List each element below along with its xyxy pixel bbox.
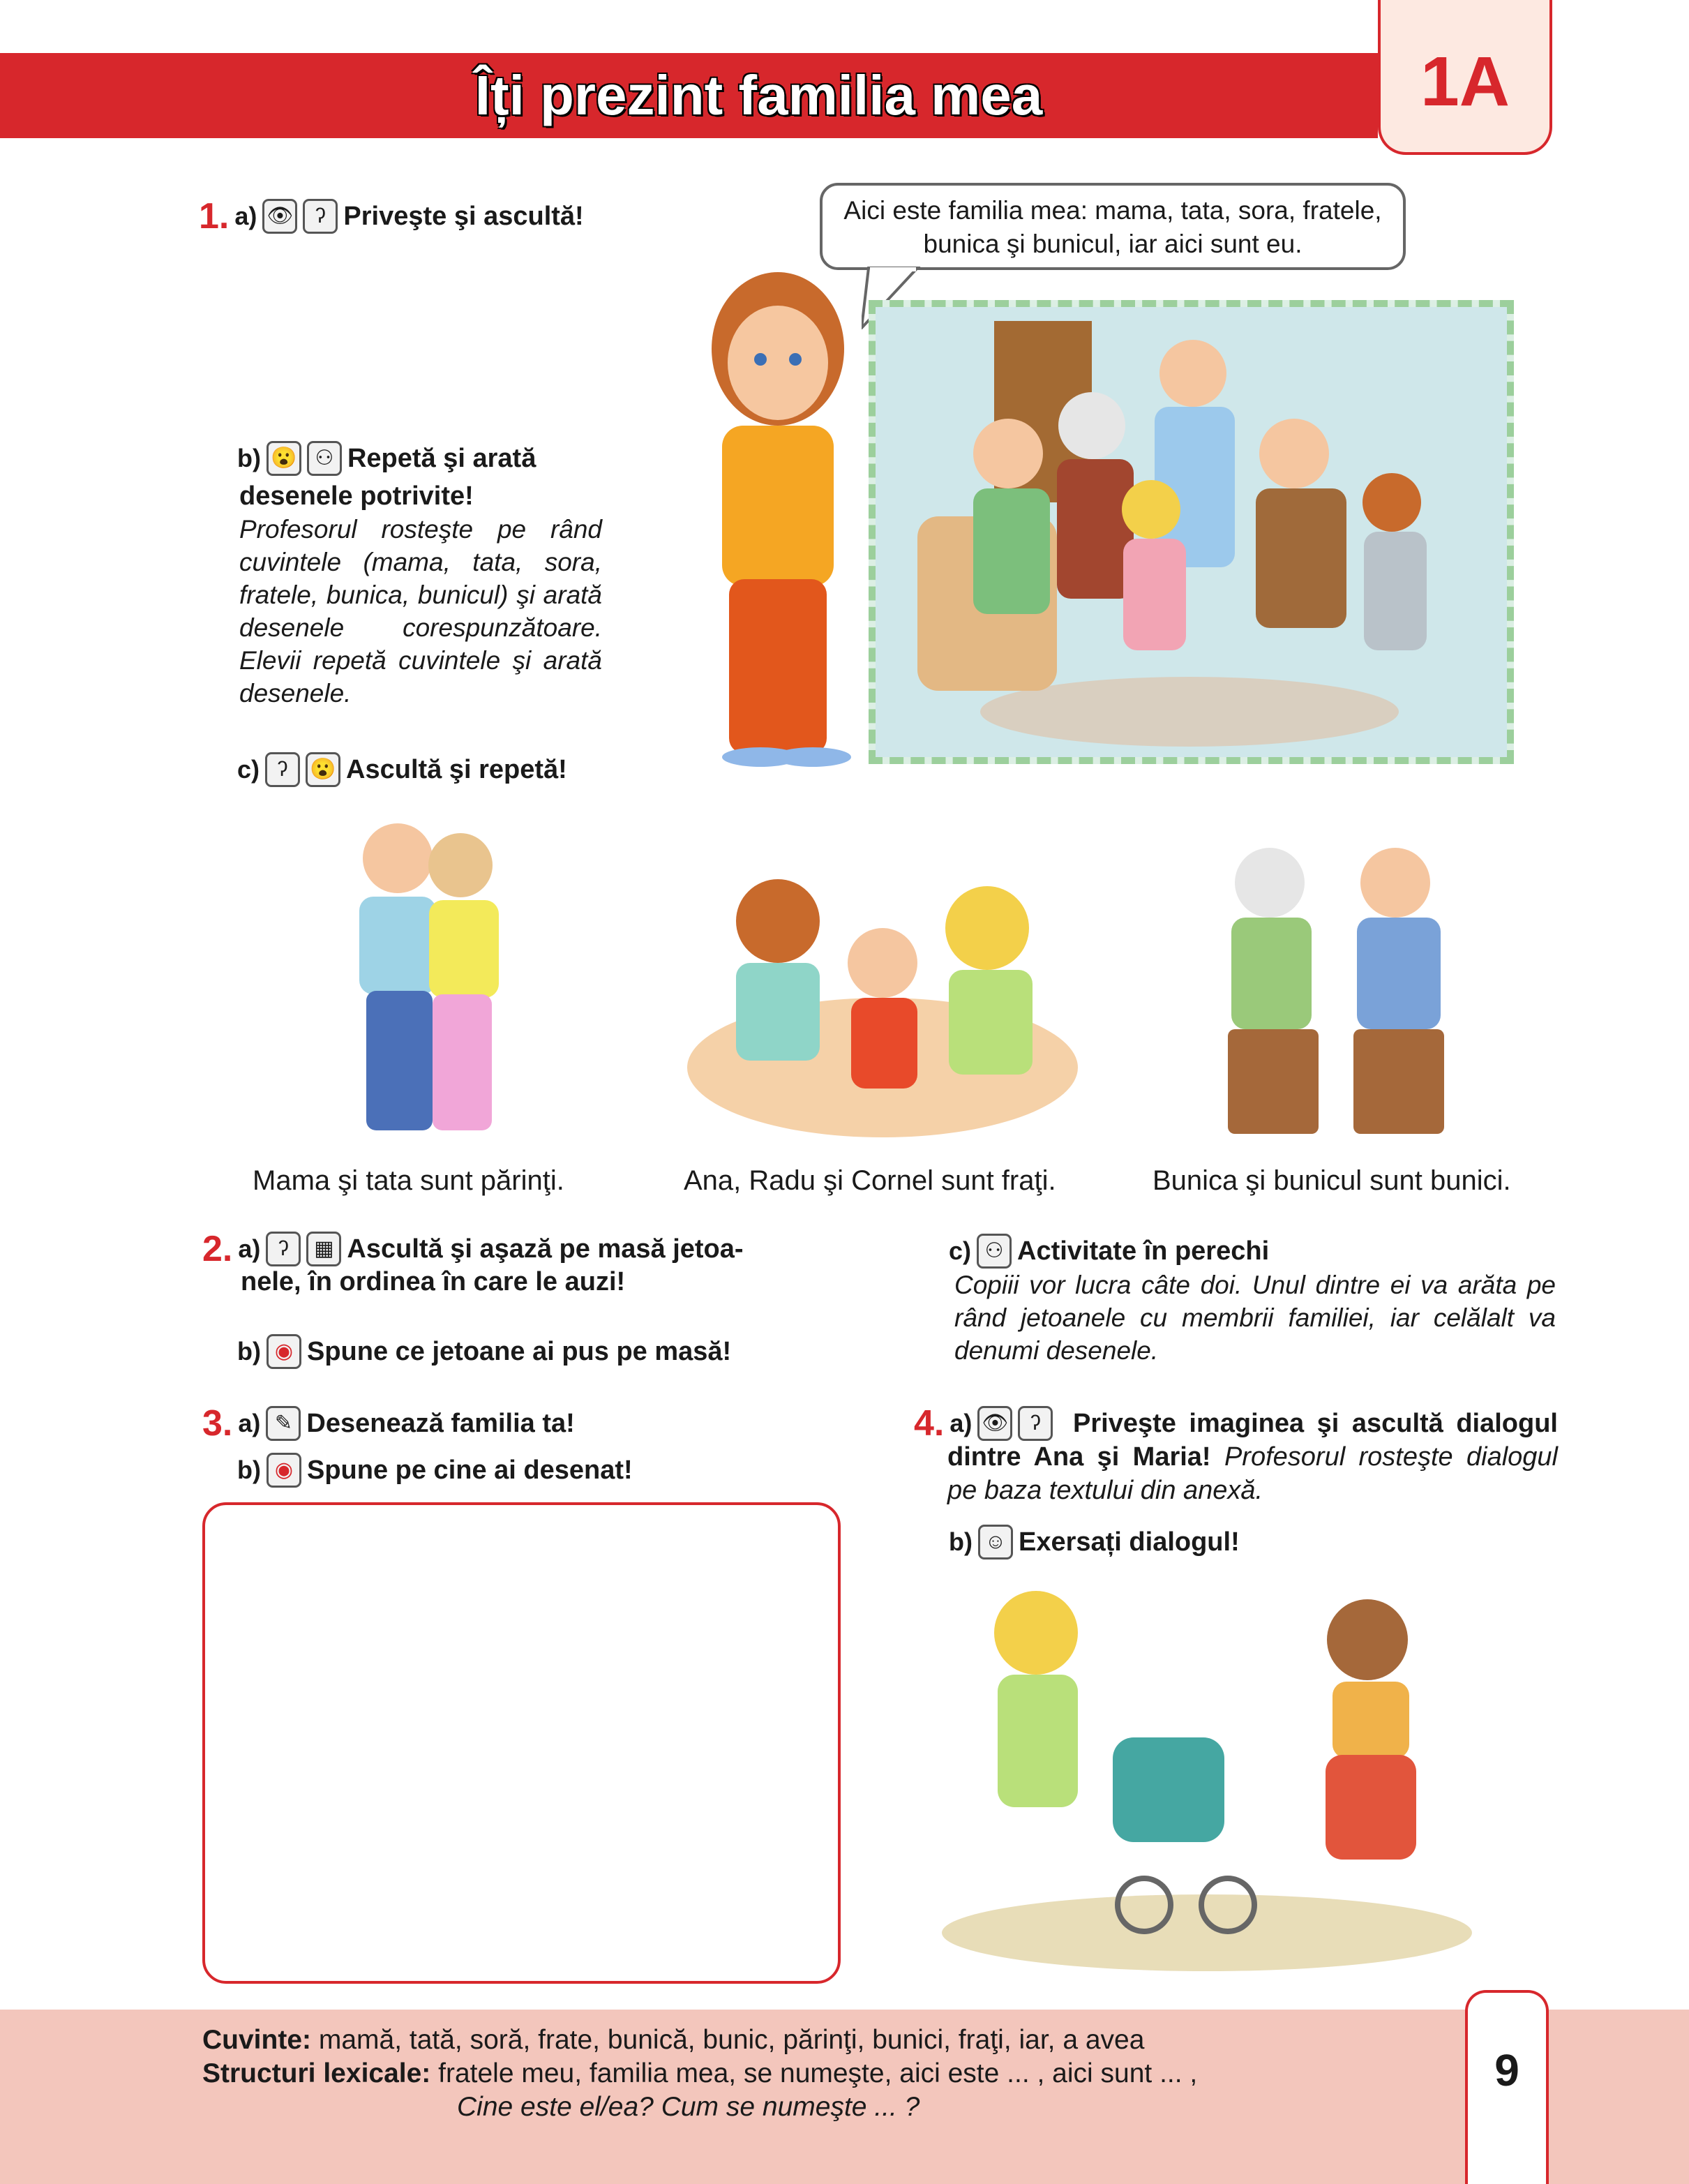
ex1-a (199, 195, 584, 237)
footer-words-line (202, 2024, 1144, 2057)
ex3-b (237, 1453, 633, 1488)
ex1-b (237, 441, 536, 476)
pencil-icon: ✎ (266, 1406, 301, 1441)
siblings-illustration (680, 844, 1085, 1137)
footer-struct-line2: Cine este el/ea? Cum se numeşte ... ? (457, 2092, 920, 2122)
lesson-label: 1A (1420, 43, 1510, 121)
footer-struct-line1: fratele meu, familia mea, se numeşte, aici este ... , aici sunt ... , (438, 2058, 1198, 2088)
ear-icon: ʔ (303, 199, 338, 234)
footer-struct-label: Structuri lexicale: (202, 2058, 431, 2088)
ex2-c-desc: Copiii vor lucra câte doi. Unul dintre ei va arăta pe rând jetoanele cu membrii familiei, iar celălalt va denumi desenele. (954, 1271, 1556, 1365)
ex2-b (237, 1334, 731, 1369)
ex2-a-letter: a) (238, 1234, 261, 1263)
caption-grandparents: Bunica şi bunicul sunt bunici. (1153, 1165, 1511, 1196)
lips-icon: ◉ (267, 1453, 301, 1488)
ex4-a-letter: a) (949, 1409, 973, 1437)
mouth-open-icon: 😮 (267, 441, 301, 476)
speech-bubble (820, 183, 1406, 270)
ex1-b-title-line2: desenele potrivite! (239, 481, 474, 511)
footer-words: mamă, tată, soră, frate, bunică, bunic, părinţi, bunici, fraţi, iar, a avea (318, 2025, 1145, 2055)
mouth-open-icon: 😮 (306, 752, 340, 787)
drawing-area[interactable] (202, 1502, 841, 1984)
lips-icon: ◉ (267, 1334, 301, 1369)
ex2-a-line1: Ascultă şi aşază pe masă jetoa- (347, 1234, 744, 1264)
ex3-a-text: Desenează familia ta! (306, 1408, 575, 1438)
ex1-number: 1. (199, 196, 230, 237)
ex4-number: 4. (914, 1403, 945, 1444)
ex3-a (202, 1403, 575, 1444)
ex4-b-text: Exersați dialogul! (1018, 1527, 1240, 1557)
caption-parents: Mama şi tata sunt părinţi. (253, 1165, 564, 1196)
ex1-a-text: Priveşte şi ascultă! (343, 201, 584, 231)
speech-bubble-text: Aici este familia mea: mama, tata, sora, fratele, bunica şi bunicul, iar aici sunt eu. (843, 196, 1382, 258)
girls-stroller-illustration (935, 1577, 1479, 1975)
parents-illustration (293, 809, 558, 1144)
ex2-b-text: Spune ce jetoane ai pus pe masă! (306, 1336, 732, 1366)
eye-icon: 👁 (977, 1406, 1012, 1441)
ex2-b-letter: b) (237, 1337, 261, 1366)
eye-icon: 👁 (262, 199, 297, 234)
ex2-a-line2: nele, în ordinea în care le auzi! (241, 1267, 626, 1296)
ex1-a-letter: a) (234, 202, 257, 230)
ex3-b-letter: b) (237, 1456, 261, 1484)
ex2-c (949, 1234, 1269, 1269)
masks-icon: ☺ (978, 1525, 1013, 1560)
grandparents-illustration (1186, 827, 1479, 1155)
ex1-b-letter: b) (237, 444, 261, 472)
pair-icon: ⚇ (977, 1234, 1012, 1269)
pair-icon: ⚇ (307, 441, 342, 476)
page-number: 9 (1494, 2045, 1519, 2095)
footer-words-label: Cuvinte: (202, 2025, 311, 2055)
page-title: Îți prezint familia mea (474, 64, 1043, 126)
ex3-b-text: Spune pe cine ai desenat! (306, 1455, 633, 1485)
ex4-a-ital: Profesorul rosteşte dialogul pe baza textului din anexă. (947, 1442, 1558, 1505)
ex1-c (237, 752, 567, 787)
caption-siblings: Ana, Radu şi Cornel sunt fraţi. (684, 1165, 1056, 1196)
ex1-b-desc: Profesorul rosteşte pe rând cuvintele (mama, tata, sora, fratele, bunica, bunicul) şi arată desenele corespunzătoare. Elevii repetă cuvintele şi arată desenele. (239, 515, 602, 708)
ex4-b (949, 1525, 1240, 1560)
family-portrait-frame (869, 300, 1514, 764)
ex3-number: 3. (202, 1403, 233, 1444)
ear-icon: ʔ (266, 1232, 301, 1266)
footer-struct-line (202, 2057, 1197, 2090)
ex1-c-text: Ascultă şi repetă! (346, 754, 567, 784)
ear-icon: ʔ (1018, 1406, 1053, 1441)
ex2-c-title: Activitate în perechi (1017, 1236, 1270, 1266)
ex4-a-bold: Priveşte imaginea şi ascultă dialogul dintre Ana şi Maria! (947, 1409, 1558, 1472)
family-portrait-illustration (876, 307, 1507, 757)
cards-icon: ▦ (306, 1232, 341, 1266)
ex4-b-letter: b) (949, 1527, 973, 1556)
ex1-c-letter: c) (237, 755, 260, 784)
ear-icon: ʔ (265, 752, 300, 787)
ex3-a-letter: a) (238, 1409, 261, 1437)
ex2-c-letter: c) (949, 1236, 972, 1265)
ex1-b-title-line1: Repetă şi arată (347, 443, 536, 473)
ex2-number: 2. (202, 1229, 233, 1269)
ex2-a (202, 1228, 744, 1270)
ex4-a-text (947, 1407, 1558, 1507)
boy-illustration (656, 258, 900, 768)
